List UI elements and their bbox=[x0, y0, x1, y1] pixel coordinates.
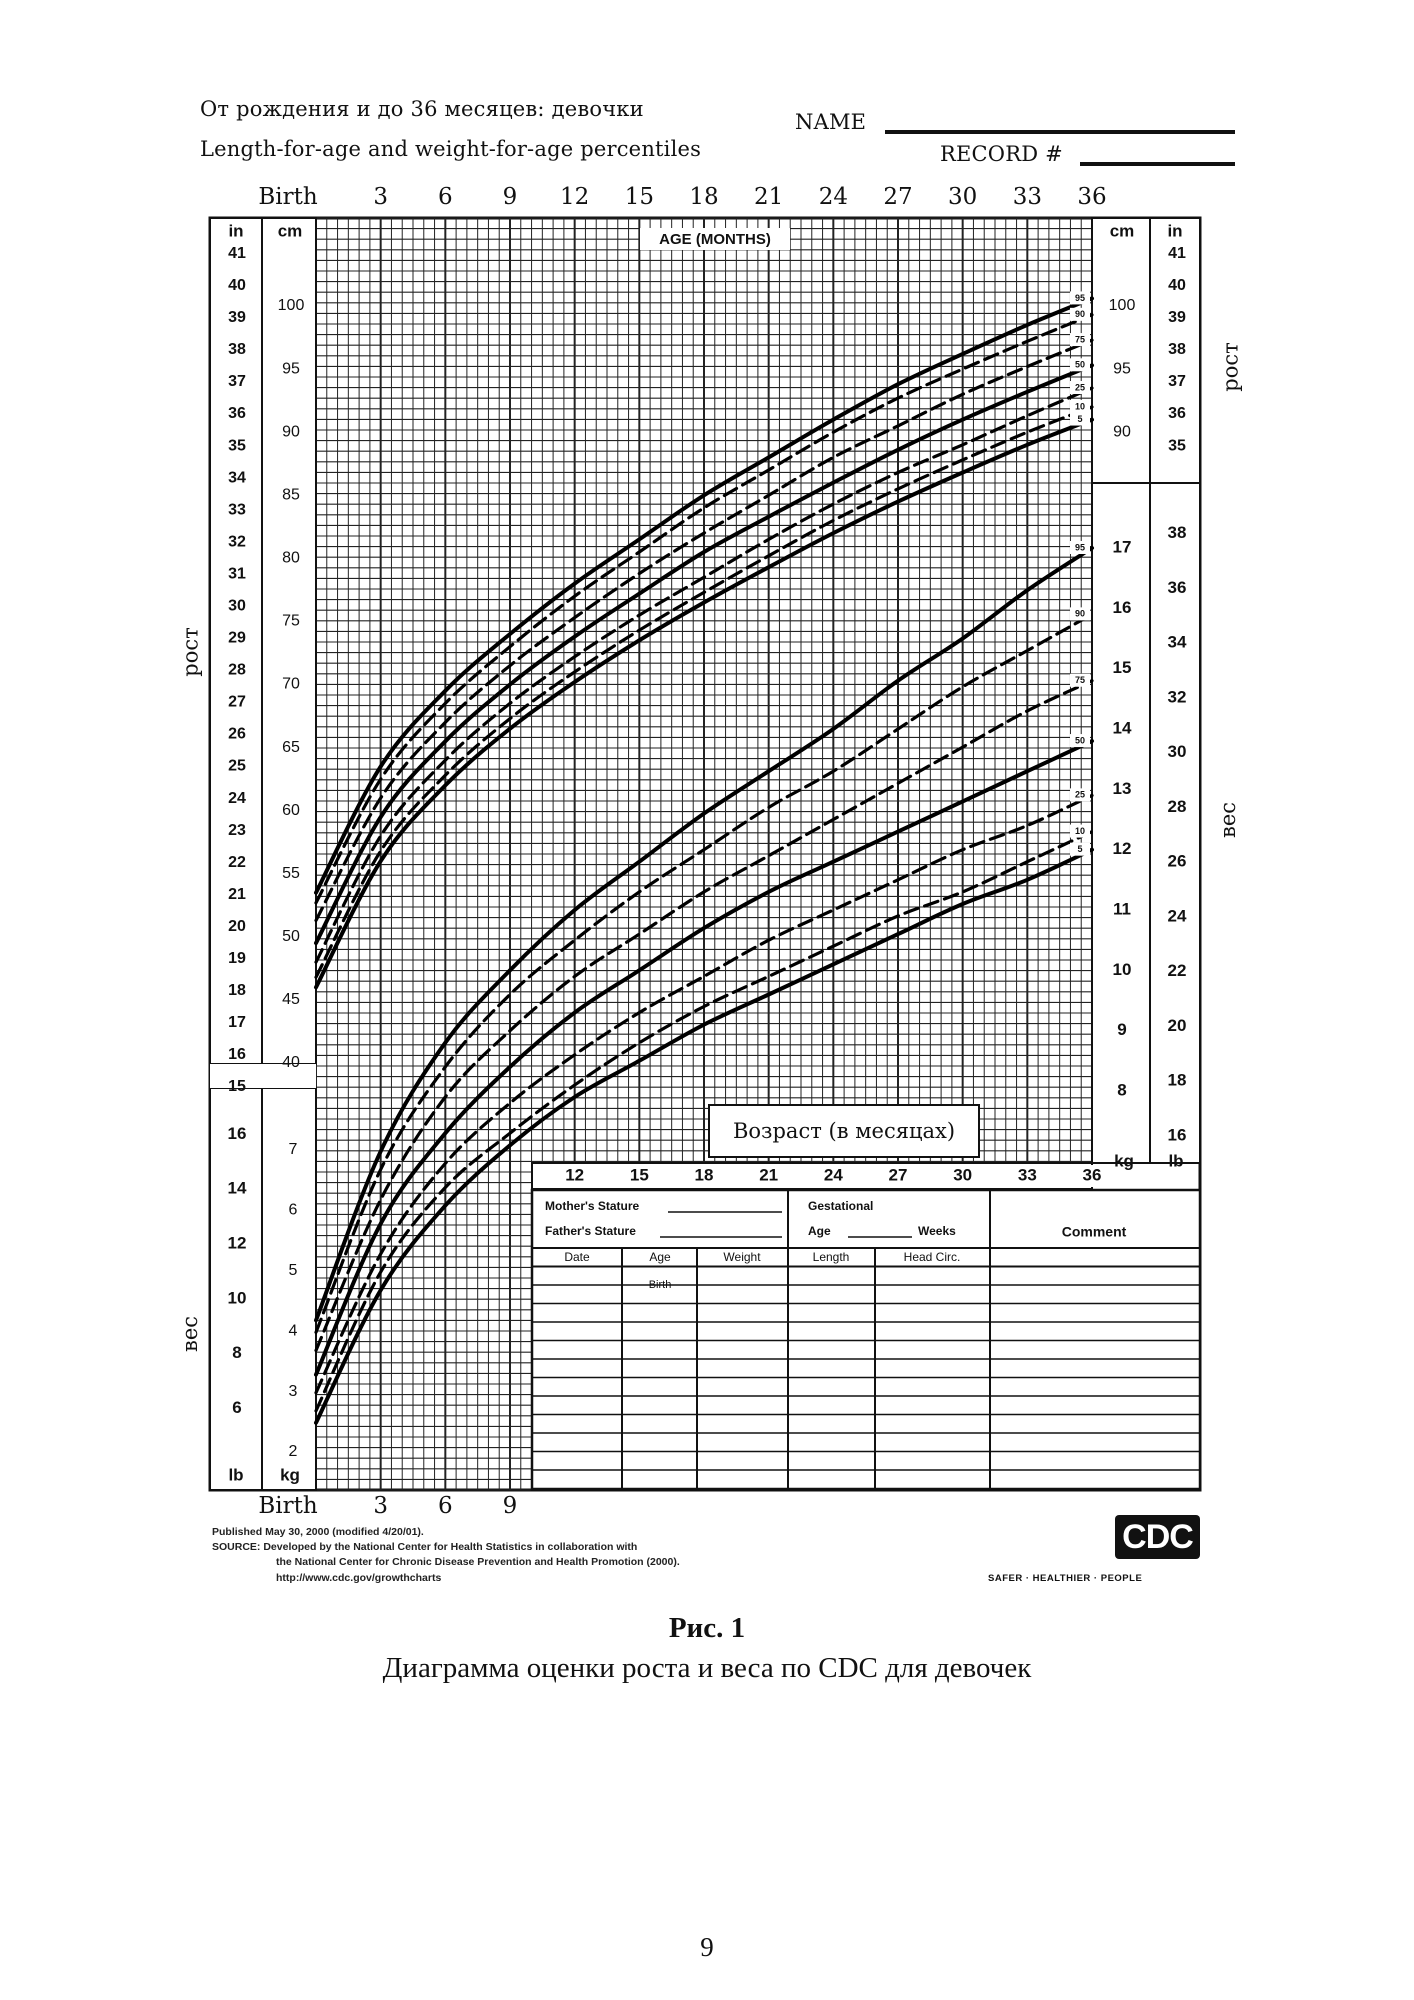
left-in-tick: 27 bbox=[228, 693, 246, 711]
right-kg-tick: 8 bbox=[1117, 1080, 1127, 1100]
left-in-tick: 32 bbox=[228, 533, 246, 551]
age-months-box: Возраст (в месяцах) bbox=[708, 1104, 980, 1158]
length-side-label-left: рост bbox=[178, 627, 203, 677]
figure-caption: Диаграмма оценки роста и веса по CDC для девочек bbox=[382, 1652, 1032, 1684]
top-age-tick: 21 bbox=[754, 184, 784, 210]
left-in-tick: 23 bbox=[228, 821, 246, 839]
top-age-tick: 30 bbox=[948, 184, 978, 210]
right-cm-tick: 100 bbox=[1108, 297, 1136, 315]
left-in-tick: 21 bbox=[228, 885, 246, 903]
right-kg-tick: 16 bbox=[1112, 597, 1132, 617]
length-side-label-right: рост bbox=[1218, 342, 1243, 392]
unit-cm-left: cm bbox=[277, 221, 303, 241]
top-age-tick: 12 bbox=[560, 184, 590, 210]
left-in-tick: 16 bbox=[228, 1046, 246, 1064]
left-kg-tick: 4 bbox=[288, 1322, 298, 1340]
bottom-age-tick: Birth bbox=[258, 1493, 318, 1519]
lower-age-row bbox=[532, 1163, 1092, 1189]
gestational-label: Gestational bbox=[808, 1199, 874, 1214]
page-number: 9 bbox=[700, 1932, 714, 1962]
lower-age-tick: 21 bbox=[759, 1165, 779, 1185]
footer-published: Published May 30, 2000 (modified 4/20/01). bbox=[212, 1526, 424, 1538]
record-label: RECORD # bbox=[940, 142, 1063, 166]
bottom-age-tick: 6 bbox=[438, 1493, 453, 1519]
unit-kg-right: kg bbox=[1114, 1151, 1134, 1171]
left-in-tick: 15 bbox=[228, 1078, 246, 1096]
left-cm-tick: 45 bbox=[282, 991, 300, 1009]
right-lb-tick: 16 bbox=[1167, 1125, 1187, 1145]
right-lb-tick: 38 bbox=[1167, 523, 1187, 543]
right-lb-tick: 24 bbox=[1167, 906, 1187, 926]
left-kg-tick: 5 bbox=[288, 1262, 298, 1280]
length-percentile-label: 75 bbox=[1074, 334, 1086, 345]
left-in-tick: 24 bbox=[228, 789, 246, 807]
footer-url[interactable]: http://www.cdc.gov/growthcharts bbox=[276, 1572, 442, 1584]
left-cm-tick: 60 bbox=[282, 801, 300, 819]
right-lb-tick: 32 bbox=[1167, 687, 1187, 707]
mothers-stature-label: Mother's Stature bbox=[545, 1199, 640, 1214]
right-lb-tick: 20 bbox=[1167, 1015, 1187, 1035]
left-in-tick: 34 bbox=[228, 469, 246, 487]
footer-source-2: the National Center for Chronic Disease Prevention and Health Promotion (2000). bbox=[276, 1556, 680, 1568]
left-in-tick: 38 bbox=[228, 341, 246, 359]
left-in-tick: 28 bbox=[228, 661, 246, 679]
weight-percentile-label: 25 bbox=[1074, 789, 1086, 800]
weight-percentile-label: 75 bbox=[1074, 675, 1086, 686]
chart-title-en: Length-for-age and weight-for-age percentiles bbox=[200, 137, 702, 161]
right-in-tick: 39 bbox=[1168, 309, 1186, 327]
left-cm-tick: 90 bbox=[282, 423, 300, 441]
left-lb-tick: 14 bbox=[227, 1178, 247, 1198]
lower-age-tick: 30 bbox=[953, 1165, 973, 1185]
right-lb-tick: 18 bbox=[1167, 1070, 1187, 1090]
left-in-tick: 40 bbox=[228, 277, 246, 295]
top-age-tick: 6 bbox=[438, 184, 453, 210]
left-in-tick: 33 bbox=[228, 501, 246, 519]
right-kg-tick: 13 bbox=[1112, 778, 1132, 798]
right-kg-tick: 11 bbox=[1113, 899, 1131, 919]
right-in-tick: 37 bbox=[1168, 373, 1186, 391]
left-cm-tick: 50 bbox=[282, 928, 300, 946]
weight-percentile-label: 95 bbox=[1074, 542, 1086, 553]
left-lb-tick: 8 bbox=[232, 1343, 242, 1363]
cdc-tagline: SAFER · HEALTHIER · PEOPLE bbox=[988, 1573, 1143, 1584]
right-lb-tick: 28 bbox=[1167, 796, 1187, 816]
lower-age-tick: 27 bbox=[888, 1165, 908, 1185]
left-in-tick: 35 bbox=[228, 437, 246, 455]
length-percentile-label: 25 bbox=[1074, 382, 1086, 393]
right-kg-tick: 17 bbox=[1112, 537, 1132, 557]
left-in-tick: 41 bbox=[228, 244, 246, 263]
left-in-tick: 39 bbox=[228, 309, 246, 327]
left-cm-tick: 70 bbox=[282, 675, 300, 693]
top-age-tick: 15 bbox=[624, 184, 654, 210]
right-in-tick: 38 bbox=[1168, 341, 1186, 359]
left-in-tick: 36 bbox=[228, 405, 246, 423]
unit-cm-right: cm bbox=[1109, 221, 1135, 241]
footer-source-1: SOURCE: Developed by the National Center for Health Statistics in collaboration with bbox=[212, 1541, 638, 1553]
left-lb-tick: 10 bbox=[227, 1288, 247, 1308]
table-column-header: Head Circ. bbox=[903, 1250, 961, 1265]
right-cm-tick: 95 bbox=[1113, 360, 1131, 378]
right-in-tick: 40 bbox=[1168, 277, 1186, 295]
lower-age-tick: 12 bbox=[565, 1165, 585, 1185]
right-in-tick: 41 bbox=[1168, 244, 1186, 263]
left-cm-tick: 100 bbox=[277, 297, 305, 315]
cdc-logo: CDC bbox=[1115, 1515, 1200, 1559]
bottom-age-tick: 3 bbox=[373, 1493, 388, 1519]
weight-side-label-left: вес bbox=[178, 1315, 203, 1353]
left-kg-tick: 6 bbox=[288, 1201, 298, 1219]
left-kg-tick: 3 bbox=[288, 1382, 298, 1400]
age-axis-title: AGE (MONTHS) bbox=[659, 230, 771, 248]
length-percentile-label: 90 bbox=[1074, 309, 1086, 320]
weight-percentile-label: 90 bbox=[1074, 608, 1086, 619]
top-age-tick: Birth bbox=[258, 184, 318, 210]
fathers-stature-label: Father's Stature bbox=[545, 1224, 636, 1239]
left-cm-tick: 40 bbox=[282, 1054, 300, 1072]
right-lb-tick: 36 bbox=[1167, 577, 1187, 597]
unit-in-right: in bbox=[1167, 221, 1183, 241]
right-lb-tick: 34 bbox=[1167, 632, 1187, 652]
unit-lb-left: lb bbox=[228, 1465, 244, 1485]
unit-kg-left: kg bbox=[280, 1465, 300, 1485]
left-in-tick: 37 bbox=[228, 373, 246, 391]
left-lb-tick: 12 bbox=[227, 1233, 247, 1253]
left-kg-tick: 7 bbox=[288, 1141, 298, 1159]
left-cm-tick: 85 bbox=[282, 486, 300, 504]
lower-age-tick: 18 bbox=[694, 1165, 714, 1185]
left-cm-tick: 55 bbox=[282, 864, 300, 882]
left-in-tick: 31 bbox=[228, 565, 246, 583]
length-percentile-label: 5 bbox=[1077, 413, 1083, 424]
weight-percentile-label: 50 bbox=[1074, 735, 1086, 746]
left-in-tick: 26 bbox=[228, 725, 246, 743]
left-kg-tick: 2 bbox=[288, 1443, 298, 1461]
top-age-tick: 3 bbox=[373, 184, 388, 210]
bottom-age-tick: 9 bbox=[502, 1493, 518, 1519]
left-in-tick: 29 bbox=[228, 629, 246, 647]
length-percentile-label: 10 bbox=[1074, 401, 1086, 412]
right-cm-tick: 90 bbox=[1113, 423, 1131, 441]
figure-title: Рис. 1 bbox=[668, 1612, 746, 1644]
lower-age-tick: 24 bbox=[823, 1165, 843, 1185]
unit-in-left: in bbox=[228, 221, 244, 241]
right-lb-tick: 26 bbox=[1167, 851, 1187, 871]
top-age-tick: 36 bbox=[1077, 184, 1107, 210]
table-column-header: Date bbox=[564, 1250, 590, 1265]
left-in-tick: 20 bbox=[228, 917, 246, 935]
top-age-tick: 9 bbox=[502, 184, 518, 210]
gest-age-label: Age bbox=[808, 1224, 831, 1239]
weight-side-label-right: вес bbox=[1216, 801, 1241, 839]
left-cm-tick: 65 bbox=[282, 738, 300, 756]
left-cm-tick: 95 bbox=[282, 360, 300, 378]
table-column-header: Weight bbox=[723, 1250, 761, 1265]
lower-age-tick: 15 bbox=[629, 1165, 649, 1185]
left-lb-tick: 6 bbox=[232, 1397, 242, 1417]
name-label: NAME bbox=[795, 110, 867, 134]
first-age-birth: Birth bbox=[648, 1278, 672, 1291]
top-age-tick: 27 bbox=[883, 184, 913, 210]
table-column-header: Length bbox=[812, 1250, 850, 1265]
left-in-tick: 22 bbox=[228, 853, 246, 871]
left-cm-tick: 80 bbox=[282, 549, 300, 567]
left-scale-gap bbox=[210, 1064, 316, 1088]
left-cm-tick: 75 bbox=[282, 612, 300, 630]
right-kg-tick: 15 bbox=[1112, 658, 1132, 678]
right-kg-tick: 9 bbox=[1117, 1020, 1127, 1040]
length-percentile-label: 95 bbox=[1074, 292, 1086, 303]
table-column-header: Age bbox=[649, 1250, 671, 1265]
weight-percentile-label: 5 bbox=[1077, 844, 1083, 855]
left-lb-tick: 16 bbox=[227, 1123, 247, 1143]
top-age-tick: 18 bbox=[689, 184, 719, 210]
right-lb-tick: 22 bbox=[1167, 961, 1187, 981]
right-kg-tick: 12 bbox=[1112, 839, 1132, 859]
lower-age-tick: 36 bbox=[1082, 1165, 1102, 1185]
right-in-tick: 35 bbox=[1168, 437, 1186, 455]
unit-lb-right: lb bbox=[1168, 1151, 1184, 1171]
left-in-tick: 25 bbox=[228, 757, 246, 775]
top-age-tick: 24 bbox=[818, 184, 848, 210]
right-kg-tick: 10 bbox=[1112, 959, 1132, 979]
right-lb-tick: 30 bbox=[1167, 742, 1187, 762]
left-in-tick: 30 bbox=[228, 597, 246, 615]
left-in-tick: 19 bbox=[228, 950, 246, 968]
weeks-label: Weeks bbox=[918, 1224, 956, 1239]
left-in-tick: 18 bbox=[228, 982, 246, 1000]
lower-age-tick: 33 bbox=[1017, 1165, 1037, 1185]
length-percentile-label: 50 bbox=[1074, 359, 1086, 370]
comment-label: Comment bbox=[1061, 1223, 1127, 1240]
left-in-tick: 17 bbox=[228, 1014, 246, 1032]
top-age-tick: 33 bbox=[1012, 184, 1042, 210]
weight-percentile-label: 10 bbox=[1074, 825, 1086, 836]
right-kg-tick: 14 bbox=[1112, 718, 1132, 738]
right-in-tick: 36 bbox=[1168, 405, 1186, 423]
chart-title-ru: От рождения и до 36 месяцев: девочки bbox=[200, 97, 644, 121]
